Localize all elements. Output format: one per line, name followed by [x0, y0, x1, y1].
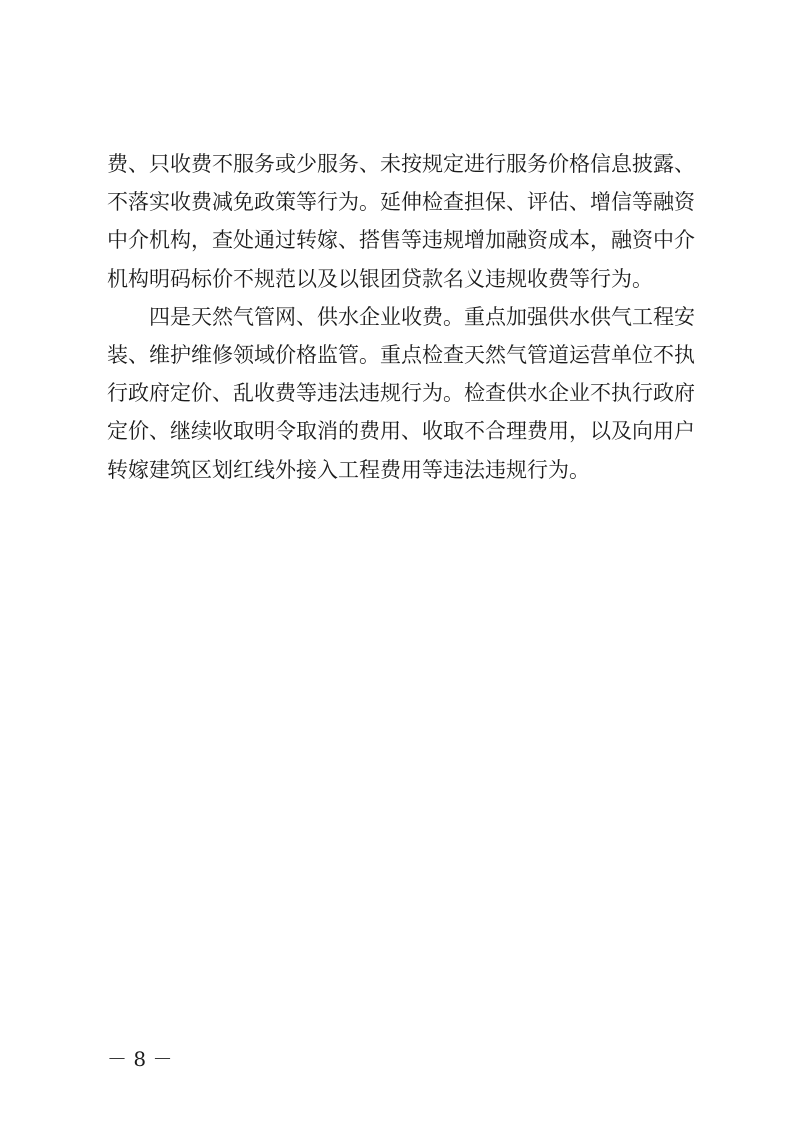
paragraph-2: [107, 298, 695, 489]
text-line: 行政府定价、乱收费等违法违规行为。检查供水企业不执行政府: [107, 381, 695, 406]
paragraph-1: [107, 145, 695, 298]
text-line: 中介机构，查处通过转嫁、搭售等违规增加融资成本，融资中介: [107, 228, 695, 253]
text-line: 装、维护维修领域价格监管。重点检查天然气管道运营单位不执: [107, 342, 695, 367]
text-line: 费、只收费不服务或少服务、未按规定进行服务价格信息披露、: [107, 152, 695, 176]
text-line: 定价、继续收取明令取消的费用、收取不合理费用，以及向用户: [107, 419, 695, 444]
text-line: 转嫁建筑区划红线外接入工程费用等违法违规行为。: [107, 457, 590, 482]
text-line: 四是天然气管网、供水企业收费。重点加强供水供气工程安: [107, 304, 695, 329]
body-text: [107, 145, 695, 489]
text-line: 机构明码标价不规范以及以银团贷款名义违规收费等行为。: [107, 266, 653, 291]
page-number: － 8 －: [107, 1047, 173, 1071]
text-line: 不落实收费减免政策等行为。延伸检查担保、评估、增信等融资: [107, 190, 695, 215]
